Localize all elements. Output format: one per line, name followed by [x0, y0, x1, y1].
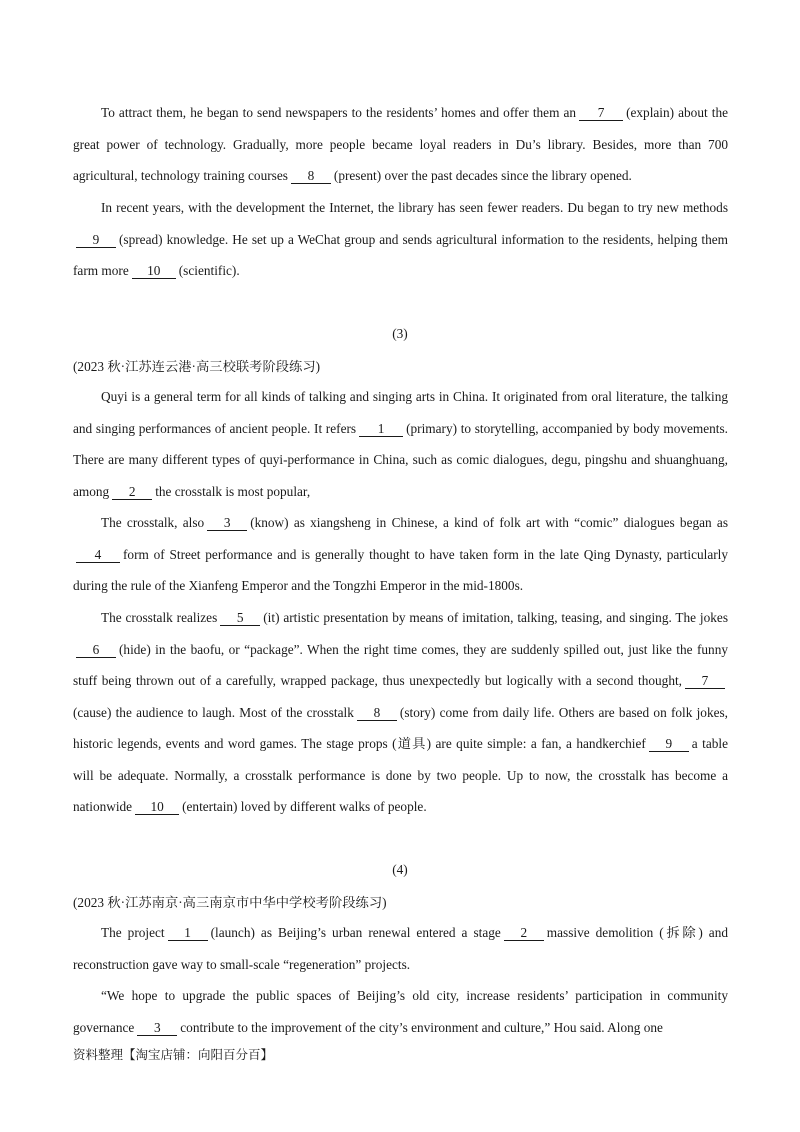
passage-paragraph: “We hope to upgrade the public spaces of Beijing’s old city, increase residents’ participation in community governance 3 contribute to the improvement of the city’s environment and culture,” Hou said. Along one	[73, 988, 728, 1035]
section-heading: (3)	[392, 326, 408, 341]
answer-blank: 2	[112, 485, 152, 500]
answer-blank: 2	[504, 926, 544, 941]
source-line: (2023 秋·江苏连云港·高三校联考阶段练习)	[73, 359, 321, 374]
answer-blank: 9	[76, 233, 116, 248]
passage-paragraph: The project 1 (launch) as Beijing’s urban renewal entered a stage 2 massive demolition (拆除) and reconstruction gave way to small-scale “regeneration” projects.	[73, 925, 728, 972]
answer-blank: 3	[137, 1021, 177, 1036]
answer-blank: 7	[579, 106, 623, 121]
answer-blank: 8	[291, 169, 331, 184]
source-line: (2023 秋·江苏南京·高三南京市中华中学校考阶段练习)	[73, 895, 387, 910]
answer-blank: 10	[132, 264, 176, 279]
answer-blank: 1	[168, 926, 208, 941]
answer-blank: 4	[76, 548, 120, 563]
answer-blank: 6	[76, 643, 116, 658]
answer-blank: 1	[359, 422, 403, 437]
passage-paragraph: The crosstalk, also 3 (know) as xiangsheng in Chinese, a kind of folk art with “comic” dialogues began as4 form of Street performance and is generally thought to have taken form in the late Qing Dynasty, particularly during the rule of the Xianfeng Emperor and the Tongzhi Emperor in the mid-1800s.	[73, 515, 728, 593]
answer-blank: 7	[685, 674, 725, 689]
answer-blank: 9	[649, 737, 689, 752]
answer-blank: 3	[207, 516, 247, 531]
answer-blank: 10	[135, 800, 179, 815]
passage-paragraph: In recent years, with the development the Internet, the library has seen fewer readers. Du began to try new methods9 (spread) knowledge. He set up a WeChat group and sends agricultural information to the residents, helping them farm more 10 (scientific).	[73, 200, 728, 278]
passage-paragraph: To attract them, he began to send newspapers to the residents’ homes and offer them an 7 (explain) about the great power of technology. Gradually, more people became loyal readers in Du’s library. Besides, more than 700 agricultural, technology training courses 8 (present) over the past decades since the library opened.	[73, 105, 728, 183]
passage-paragraph: Quyi is a general term for all kinds of talking and singing arts in China. It originated from oral literature, the talking and singing performances of ancient people. It refers 1 (primary) to storytelling, accompanied by body movements. There are many different types of quyi-performance in China, such as comic dialogues, degu, pingshu and shuanghuang, among 2 the crosstalk is most popular,	[73, 389, 728, 499]
answer-blank: 8	[357, 706, 397, 721]
answer-blank: 5	[220, 611, 260, 626]
page-footer: 资料整理【淘宝店铺：向阳百分百】	[73, 1047, 274, 1062]
passage-paragraph: The crosstalk realizes 5 (it) artistic presentation by means of imitation, talking, teasing, and singing. The jokes6 (hide) in the baofu, or “package”. When the right time comes, they are suddenly spilled out, just like the funny stuff being thrown out of a carefully, wrapped package, thus unexpectedly but logically with a second thought, 7(cause) the audience to laugh. Most of the crosstalk 8 (story) come from daily life. Others are based on folk jokes, historic legends, events and word games. The stage props (道具) are quite simple: a fan, a handkerchief 9 a table will be adequate. Normally, a crosstalk performance is done by two people. Up to now, the crosstalk has become a nationwide 10 (entertain) loved by different walks of people.	[73, 610, 729, 814]
section-heading: (4)	[392, 862, 408, 877]
